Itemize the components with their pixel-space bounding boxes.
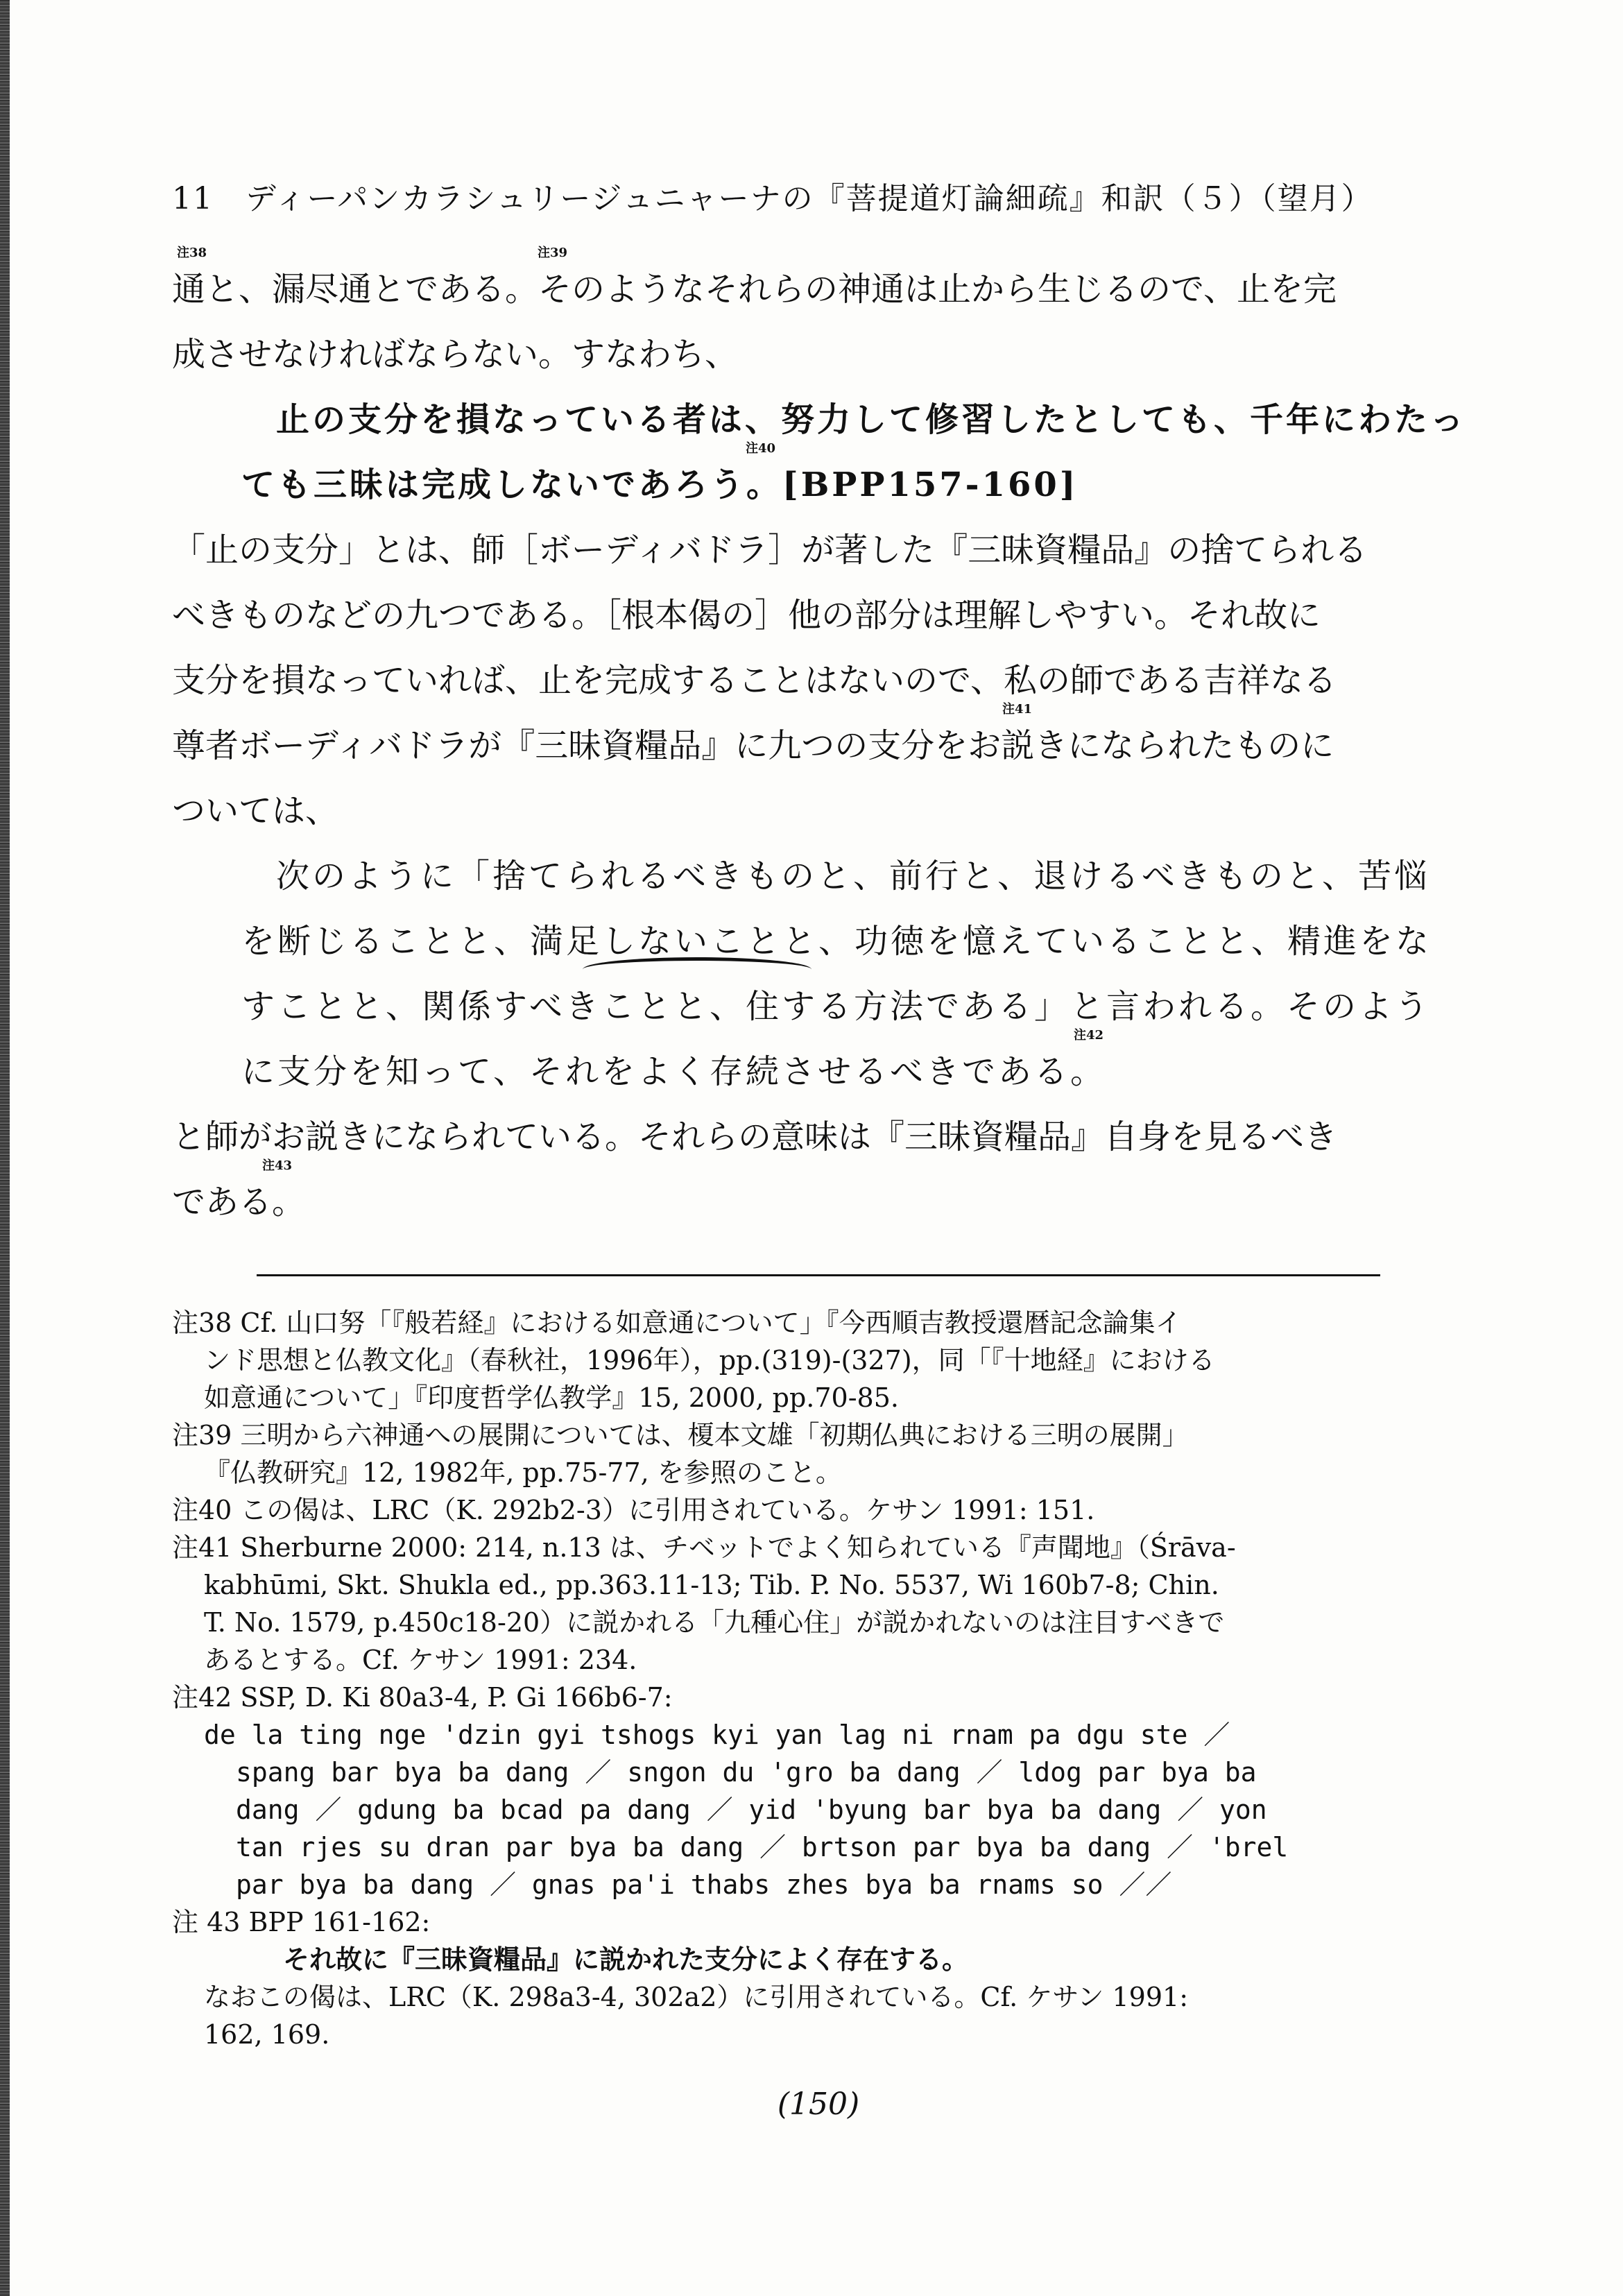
footnote-line: あるとする。Cf. ケサン 1991: 234. bbox=[204, 1645, 637, 1675]
footnote-line: kabhūmi, Skt. Shukla ed., pp.363.11-13; Tib. P. No. 5537, Wi 160b7-8; Chin. bbox=[204, 1570, 1219, 1600]
footnote-tibetan-line: dang ／ gdung ba bcad pa dang ／ yid 'byung bar bya ba dang ／ yon bbox=[236, 1794, 1267, 1825]
body-line: 成させなければならない。すなわち、 bbox=[172, 335, 739, 374]
body-line: ついては、 bbox=[172, 791, 339, 830]
body-line: と師がお説きになられている。それらの意味は『三昧資糧品』自身を見るべき bbox=[172, 1117, 1338, 1156]
note-mark-38: 注38 bbox=[177, 246, 207, 260]
footnote-line: ンド思想と仏教文化』（春秋社，1996年），pp.(319)-(327)，同「『十地経』における bbox=[204, 1345, 1215, 1376]
verse-line: 次のように「捨てられるべきものと、前行と、退けるべきものと、苦悩 bbox=[276, 857, 1431, 896]
body-line: である。 bbox=[172, 1183, 306, 1222]
handwritten-underline bbox=[583, 957, 812, 982]
footnotes bbox=[172, 1304, 1476, 2053]
footnote-tibetan-line: de la ting nge 'dzin gyi tshogs kyi yan lag ni rnam pa dgu ste ／ bbox=[204, 1720, 1230, 1750]
footnote-line: 162, 169. bbox=[204, 2019, 330, 2050]
verse-line: すことと、関係すべきことと、住する方法である」と言われる。そのよう bbox=[241, 987, 1432, 1026]
note-mark-43: 注43 bbox=[262, 1158, 293, 1173]
footnote-line: 如意通について」『印度哲学仏教学』15, 2000, pp.70-85. bbox=[204, 1382, 899, 1413]
scan-edge bbox=[0, 0, 10, 2296]
footnote-verse-line: それ故に『三昧資糧品』に説かれた支分によく存在する。 bbox=[283, 1944, 969, 1975]
footnote-tibetan-line: tan rjes su dran par bya ba dang ／ brtson par bya ba dang ／ 'brel bbox=[236, 1832, 1289, 1862]
footnote-line: 注 43 BPP 161-162: bbox=[172, 1907, 431, 1937]
note-mark-40: 注40 bbox=[746, 441, 776, 456]
body-line: べきものなどの九つである。［根本偈の］他の部分は理解しやすい。それ故に bbox=[172, 596, 1321, 635]
note-mark-39: 注39 bbox=[538, 246, 568, 260]
footnote-line: 注40 この偈は、LRC（K. 292b2-3）に引用されている。ケサン 1991: 151. bbox=[172, 1495, 1095, 1525]
footnote-tibetan-line: spang bar bya ba dang ／ sngon du 'gro ba dang ／ ldog par bya ba bbox=[236, 1757, 1257, 1788]
footnote-line: 注42 SSP, D. Ki 80a3-4, P. Gi 166b6-7: bbox=[172, 1682, 673, 1713]
page-number: (150) bbox=[777, 2087, 860, 2122]
footnote-line: 注41 Sherburne 2000: 214, n.13 は、チベットでよく知られている『声聞地』（Śrāva- bbox=[172, 1532, 1236, 1563]
verse-line: を断じることと、満足しないことと、功徳を憶えていることと、精進をな bbox=[241, 922, 1432, 961]
footnote-line: T. No. 1579, p.450c18-20）に説かれる「九種心住」が説かれないのは注目すべきで bbox=[204, 1607, 1225, 1638]
main-text bbox=[172, 257, 1469, 1235]
verse-line: 止の支分を損なっている者は、努力して修習したとしても、千年にわたっ bbox=[276, 400, 1467, 439]
footnote-line: 注39 三明から六神通への展開については、榎本文雄「初期仏典における三明の展開」 bbox=[172, 1420, 1189, 1450]
running-header: 11 ディーパンカラシュリージュニャーナの『菩提道灯論細疏』和訳（５）（望月） bbox=[172, 181, 1373, 216]
body-line: 尊者ボーディバドラが『三昧資糧品』に九つの支分をお説きになられたものに bbox=[172, 726, 1334, 765]
verse-line: ても三昧は完成しないであろう。[BPP157-160] bbox=[241, 465, 1079, 504]
footnote-divider bbox=[257, 1274, 1380, 1276]
footnote-line: 注38 Cf. 山口努「『般若経』における如意通について」『今西順吉教授還暦記念論集イ bbox=[172, 1308, 1182, 1338]
footnote-line: 『仏教研究』12, 1982年, pp.75-77, を参照のこと。 bbox=[204, 1457, 842, 1488]
note-mark-41: 注41 bbox=[1002, 702, 1033, 717]
body-line: 支分を損なっていれば、止を完成することはないので、私の師である吉祥なる bbox=[172, 661, 1337, 700]
body-line: 通と、漏尽通とである。そのようなそれらの神通は止から生じるので、止を完 bbox=[172, 270, 1337, 309]
footnote-line: なおこの偈は、LRC（K. 298a3-4, 302a2）に引用されている。Cf. ケサン 1991: bbox=[204, 1982, 1189, 2012]
body-line: 「止の支分」とは、師［ボーディバドラ］が著した『三昧資糧品』の捨てられる bbox=[172, 531, 1368, 569]
footnote-tibetan-line: par bya ba dang ／ gnas pa'i thabs zhes bya ba rnams so ／／ bbox=[236, 1869, 1172, 1900]
note-mark-42: 注42 bbox=[1074, 1028, 1104, 1043]
verse-line: に支分を知って、それをよく存続させるべきである。 bbox=[241, 1052, 1107, 1091]
